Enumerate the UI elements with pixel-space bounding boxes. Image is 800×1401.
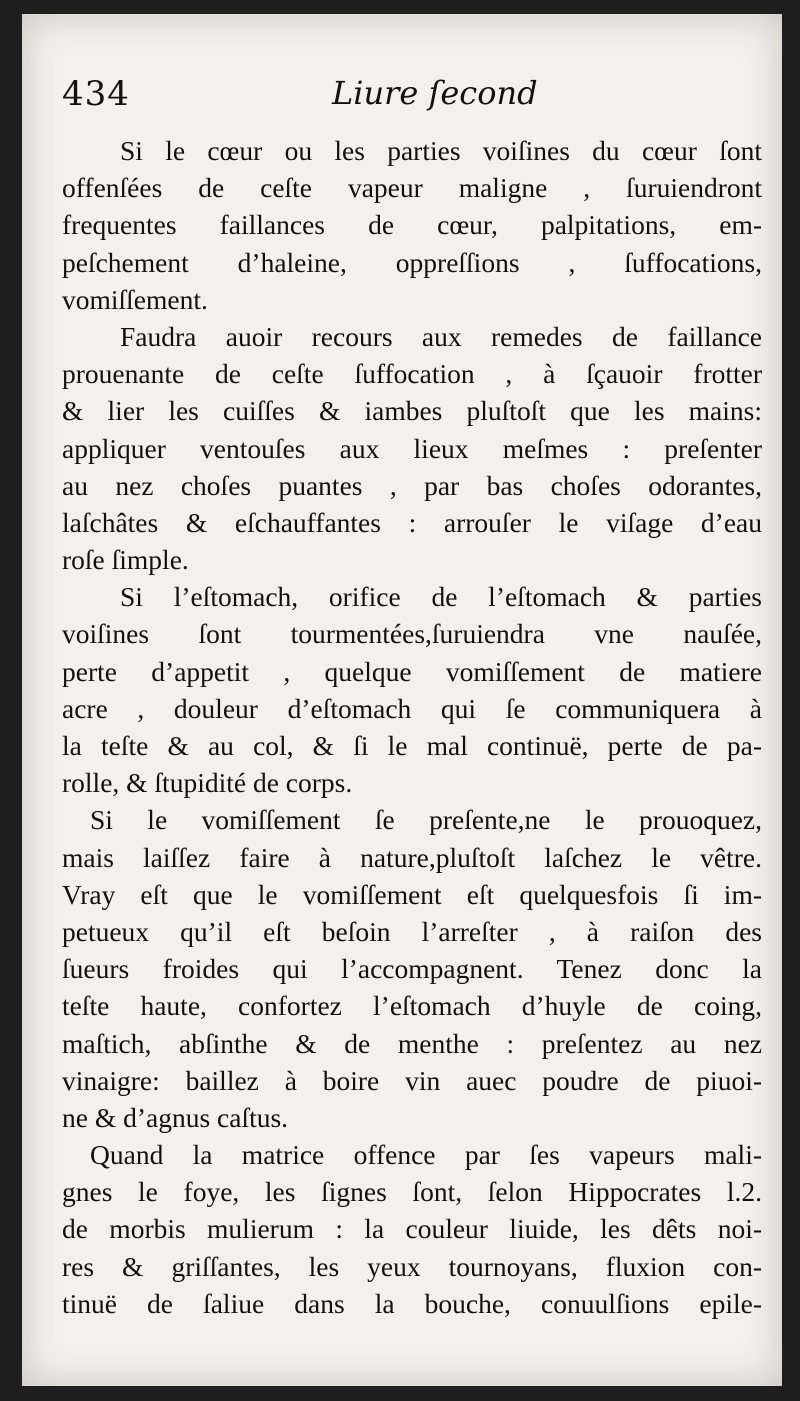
text-line: ſueurs froides qui l’accompagnent. Tenez donc la xyxy=(62,953,762,985)
text-line: appliquer ventouſes aux lieux meſmes : preſenter xyxy=(62,432,762,464)
text-line: au nez choſes puantes , par bas choſes odorantes, xyxy=(62,469,762,501)
text-line: rolle, & ſtupidité de corps. xyxy=(62,767,353,799)
running-head xyxy=(62,74,722,120)
text-line: offenſées de ceſte vapeur maligne , ſuruiendront xyxy=(62,172,762,204)
text-line: voiſines ſont tourmentées,ſuruiendra vne nauſée, xyxy=(62,618,762,650)
text-line: perte d’appetit , quelque vomiſſement de matiere xyxy=(62,655,762,687)
text-line: Si le cœur ou les parties voiſines du cœur ſont xyxy=(120,135,762,166)
book-page xyxy=(22,14,782,1386)
paragraph xyxy=(62,132,762,318)
text-line: ne & d’agnus caſtus. xyxy=(62,1101,289,1133)
paragraph xyxy=(62,578,762,801)
text-line: mais laiſſez faire à nature,pluſtoſt laſchez le vêtre. xyxy=(62,841,762,873)
page-number: 434 xyxy=(62,74,130,114)
text-line: Quand la matrice offence par ſes vapeurs mali- xyxy=(90,1139,762,1171)
text-line: Vray eſt que le vomiſſement eſt quelquesfois ſi im- xyxy=(62,878,762,910)
text-line: petueux qu’il eſt beſoin l’arreſter , à raiſon des xyxy=(62,915,762,947)
text-line: vomiſſement. xyxy=(62,283,208,315)
text-line: prouenante de ceſte ſuffocation , à ſçauoir frotter xyxy=(62,358,762,390)
paragraph xyxy=(62,801,762,1136)
body-text xyxy=(62,132,762,1322)
text-line: de morbis mulierum : la couleur liuide, les dêts noi- xyxy=(62,1213,762,1245)
text-line: frequentes faillances de cœur, palpitations, em- xyxy=(62,209,762,241)
text-line: Faudra auoir recours aux remedes de faillance xyxy=(120,320,762,352)
text-line: la teſte & au col, & ſi le mal continuë, perte de pa- xyxy=(62,730,762,761)
paragraph xyxy=(62,318,762,578)
text-line: teſte haute, confortez l’eſtomach d’huyle de coing, xyxy=(62,990,762,1022)
text-line: Si le vomiſſement ſe preſente,ne le prouoquez, xyxy=(90,804,762,836)
text-line: Si l’eſtomach, orifice de l’eſtomach & parties xyxy=(120,581,762,613)
text-line: maſtich, abſinthe & de menthe : preſentez au nez xyxy=(62,1027,762,1059)
paragraph xyxy=(62,1136,762,1322)
running-title: Liure ſecond xyxy=(332,74,538,112)
text-line: peſchement d’haleine, oppreſſions , ſuffocations, xyxy=(62,246,762,278)
text-line: res & griſſantes, les yeux tournoyans, fluxion con- xyxy=(62,1250,762,1282)
text-line: laſchâtes & eſchauffantes : arrouſer le viſage d’eau xyxy=(62,506,762,538)
text-line: roſe ſimple. xyxy=(62,544,189,576)
text-line: tinuë de ſaliue dans la bouche, conuulſions epile- xyxy=(62,1287,762,1319)
text-line: acre , douleur d’eſtomach qui ſe communiquera à xyxy=(62,692,762,724)
text-line: vinaigre: baillez à boire vin auec poudre de piuoi- xyxy=(62,1064,762,1096)
text-line: & lier les cuiſſes & iambes pluſtoſt que les mains: xyxy=(62,395,762,427)
text-line: gnes le foye, les ſignes ſont, ſelon Hippocrates l.2. xyxy=(62,1176,762,1208)
